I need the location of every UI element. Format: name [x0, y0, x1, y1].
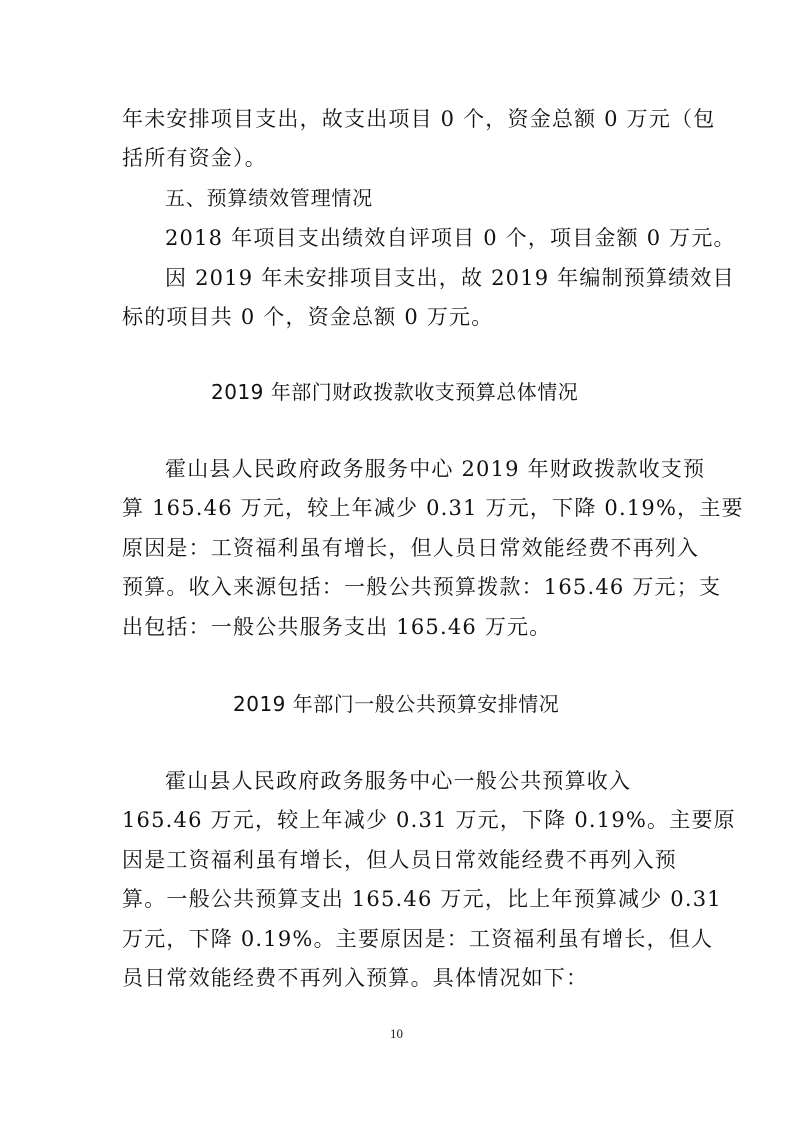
paragraph-line: 因是工资福利虽有增长，但人员日常效能经费不再列入预: [122, 848, 677, 872]
paragraph-line: 霍山县人民政府政务服务中心一般公共预算收入: [165, 769, 632, 793]
paragraph-line: 标的项目共 0 个，资金总额 0 万元。: [122, 305, 494, 329]
paragraph-line: 员日常效能经费不再列入预算。具体情况如下：: [122, 966, 589, 990]
paragraph-line: 2018 年项目支出绩效自评项目 0 个，项目金额 0 万元。: [165, 226, 736, 250]
paragraph-line: 出包括：一般公共服务支出 165.46 万元。: [122, 615, 552, 639]
section-heading: 五、预算绩效管理情况: [165, 186, 373, 210]
paragraph-line: 万元，下降 0.19%。主要原因是：工资福利虽有增长，但人: [122, 927, 714, 951]
paragraph-line: 165.46 万元，较上年减少 0.31 万元，下降 0.19%。主要原: [122, 808, 736, 832]
paragraph-line: 预算。收入来源包括：一般公共预算拨款：165.46 万元；支: [122, 575, 722, 599]
section-title: 2019 年部门财政拨款收支预算总体情况: [211, 380, 579, 404]
paragraph-line: 算。一般公共预算支出 165.46 万元，比上年预算减少 0.31: [122, 887, 722, 911]
paragraph-line: 括所有资金）。: [122, 146, 267, 170]
paragraph-line: 年未安排项目支出，故支出项目 0 个，资金总额 0 万元（包: [122, 107, 716, 131]
page-number: 10: [390, 1026, 403, 1041]
paragraph-line: 原因是：工资福利虽有增长，但人员日常效能经费不再列入: [122, 536, 700, 560]
paragraph-line: 因 2019 年未安排项目支出，故 2019 年编制预算绩效目: [165, 266, 735, 290]
section-title: 2019 年部门一般公共预算安排情况: [233, 692, 560, 716]
paragraph-line: 算 165.46 万元，较上年减少 0.31 万元，下降 0.19%，主要: [122, 496, 744, 520]
paragraph-line: 霍山县人民政府政务服务中心 2019 年财政拨款收支预: [165, 457, 706, 481]
